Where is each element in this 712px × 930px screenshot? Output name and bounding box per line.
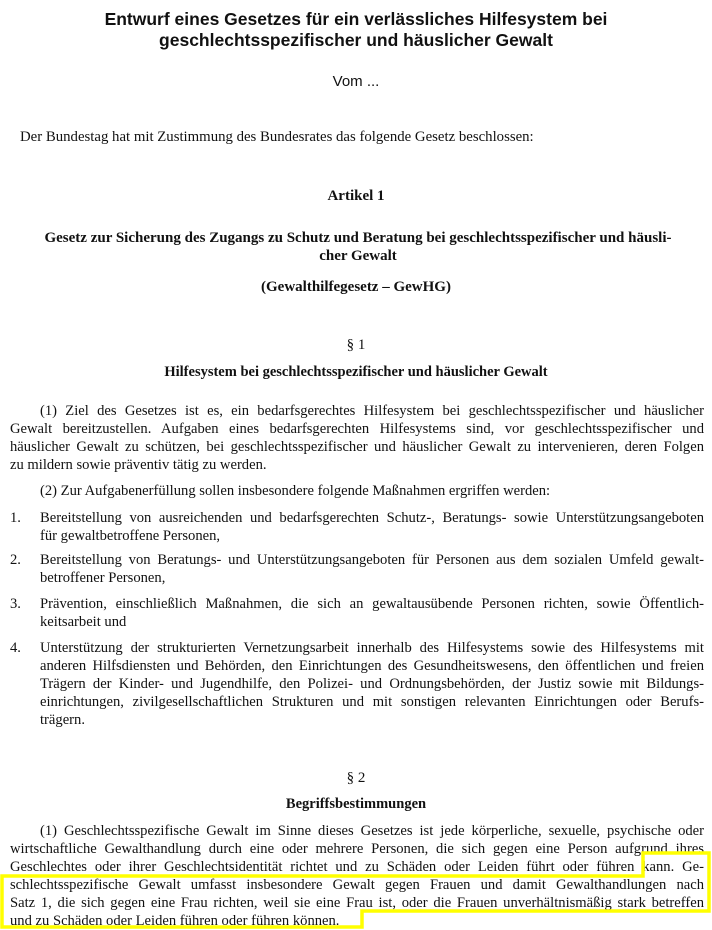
- section-2-number: § 2: [346, 770, 366, 786]
- text-line: und zu Schäden oder Leiden führen oder führen können.: [10, 913, 340, 929]
- text-line: (1) Geschlechtsspezifische Gewalt im Sinne dieses Gesetzes ist jede körperliche, sexuelle, psychische oder: [40, 823, 704, 839]
- text-line: Gewalt bereitzustellen. Aufgaben eines bedarfsgerechten Hilfesystems sind, vor geschlechtsspezifischer und: [10, 421, 704, 437]
- list-item-number: 1.: [10, 510, 21, 526]
- text-line: häuslicher Gewalt zu schützen, bei geschlechtsspezifischer und häuslicher Gewalt zu intervenieren, deren Folgen: [10, 439, 704, 455]
- text-line: trägern.: [40, 712, 85, 728]
- text-line: wirtschaftliche Gewalthandlung durch eine oder mehrere Personen, die sich gegen eine Person aufgrund ihres: [10, 841, 704, 857]
- text-line: Bereitstellung von Beratungs- und Unterstützungsangeboten für Personen aus dem sozialen Umfeld gewalt-: [40, 552, 704, 568]
- text-line: anderen Hilfsdiensten und Behörden, den Einrichtungen des Gesundheitswesens, den öffentlichen und freien: [40, 658, 704, 674]
- law-title: [12, 229, 704, 265]
- law-short-title: (Gewalthilfegesetz – GewHG): [261, 279, 451, 295]
- section-1-paragraph-1: [10, 402, 704, 474]
- document-title-line: Entwurf eines Gesetzes für ein verlässliches Hilfesystem bei: [104, 9, 608, 29]
- text-line: Unterstützung der strukturierten Vernetzungsarbeit innerhalb des Hilfesystems sowie des Hilfesystems mit: [40, 640, 704, 656]
- section-1-number: § 1: [346, 337, 366, 353]
- law-title-line: Gesetz zur Sicherung des Zugangs zu Schutz und Beratung bei geschlechtsspezifischer und häusli-: [44, 230, 672, 246]
- section-1-paragraph-2: [10, 482, 704, 500]
- text-line: keitsarbeit und: [40, 614, 127, 630]
- text-line: für gewaltbetroffene Personen,: [40, 528, 221, 544]
- list-item-number: 2.: [10, 552, 21, 568]
- text-line: Trägern der Kinder- und Jugendhilfe, den Polizei- und Ordnungsbehörden, der Justiz sowie mit Bildungs-: [40, 676, 704, 692]
- text-line: betroffener Personen,: [40, 570, 166, 586]
- text-line: zu mildern sowie präventiv tätig zu werden.: [10, 457, 267, 473]
- text-line: Geschlechtes oder ihrer Geschlechtsidentität richtet und zu Schäden oder Leiden führt oder führen kann. Ge-: [10, 859, 704, 875]
- text-line: (2) Zur Aufgabenerfüllung sollen insbesondere folgende Maßnahmen ergriffen werden:: [40, 483, 551, 499]
- text-line: Prävention, einschließlich Maßnahmen, die sich an gewaltausübende Personen richten, sowie Öffentlich-: [40, 596, 704, 612]
- section-1-title: Hilfesystem bei geschlechtsspezifischer und häuslicher Gewalt: [164, 364, 548, 380]
- article-heading: Artikel 1: [327, 188, 385, 204]
- law-title-line: cher Gewalt: [319, 248, 397, 264]
- enactment-clause: Der Bundestag hat mit Zustimmung des Bundesrates das folgende Gesetz beschlossen:: [20, 129, 534, 145]
- text-line: Bereitstellung von ausreichenden und bedarfsgerechten Schutz-, Beratungs- sowie Unterstützungsangeboten: [40, 510, 704, 526]
- text-line: einrichtungen, zivilgesellschaftlichen Strukturen und mit sonstigen relevanten Einrichtungen oder Berufs-: [40, 694, 704, 710]
- section-2-title: Begriffsbestimmungen: [285, 796, 427, 812]
- list-item-number: 3.: [10, 596, 21, 612]
- list-item-number: 4.: [10, 640, 21, 656]
- document-title-line: geschlechtsspezifischer und häuslicher Gewalt: [159, 30, 553, 50]
- text-line: (1) Ziel des Gesetzes ist es, ein bedarfsgerechtes Hilfesystem bei geschlechtsspezifischer und häuslicher: [40, 403, 704, 419]
- text-line: schlechtsspezifische Gewalt umfasst insbesondere Gewalt gegen Frauen und damit Gewalthandlungen nach: [10, 877, 704, 893]
- document-date: Vom ...: [332, 73, 380, 90]
- text-line: Satz 1, die sich gegen eine Frau richten, weil sie eine Frau ist, oder die Frauen unverhältnismäßig stark betreffen: [10, 895, 704, 911]
- section-2-paragraph-1: [10, 822, 704, 930]
- document-title: [0, 9, 712, 51]
